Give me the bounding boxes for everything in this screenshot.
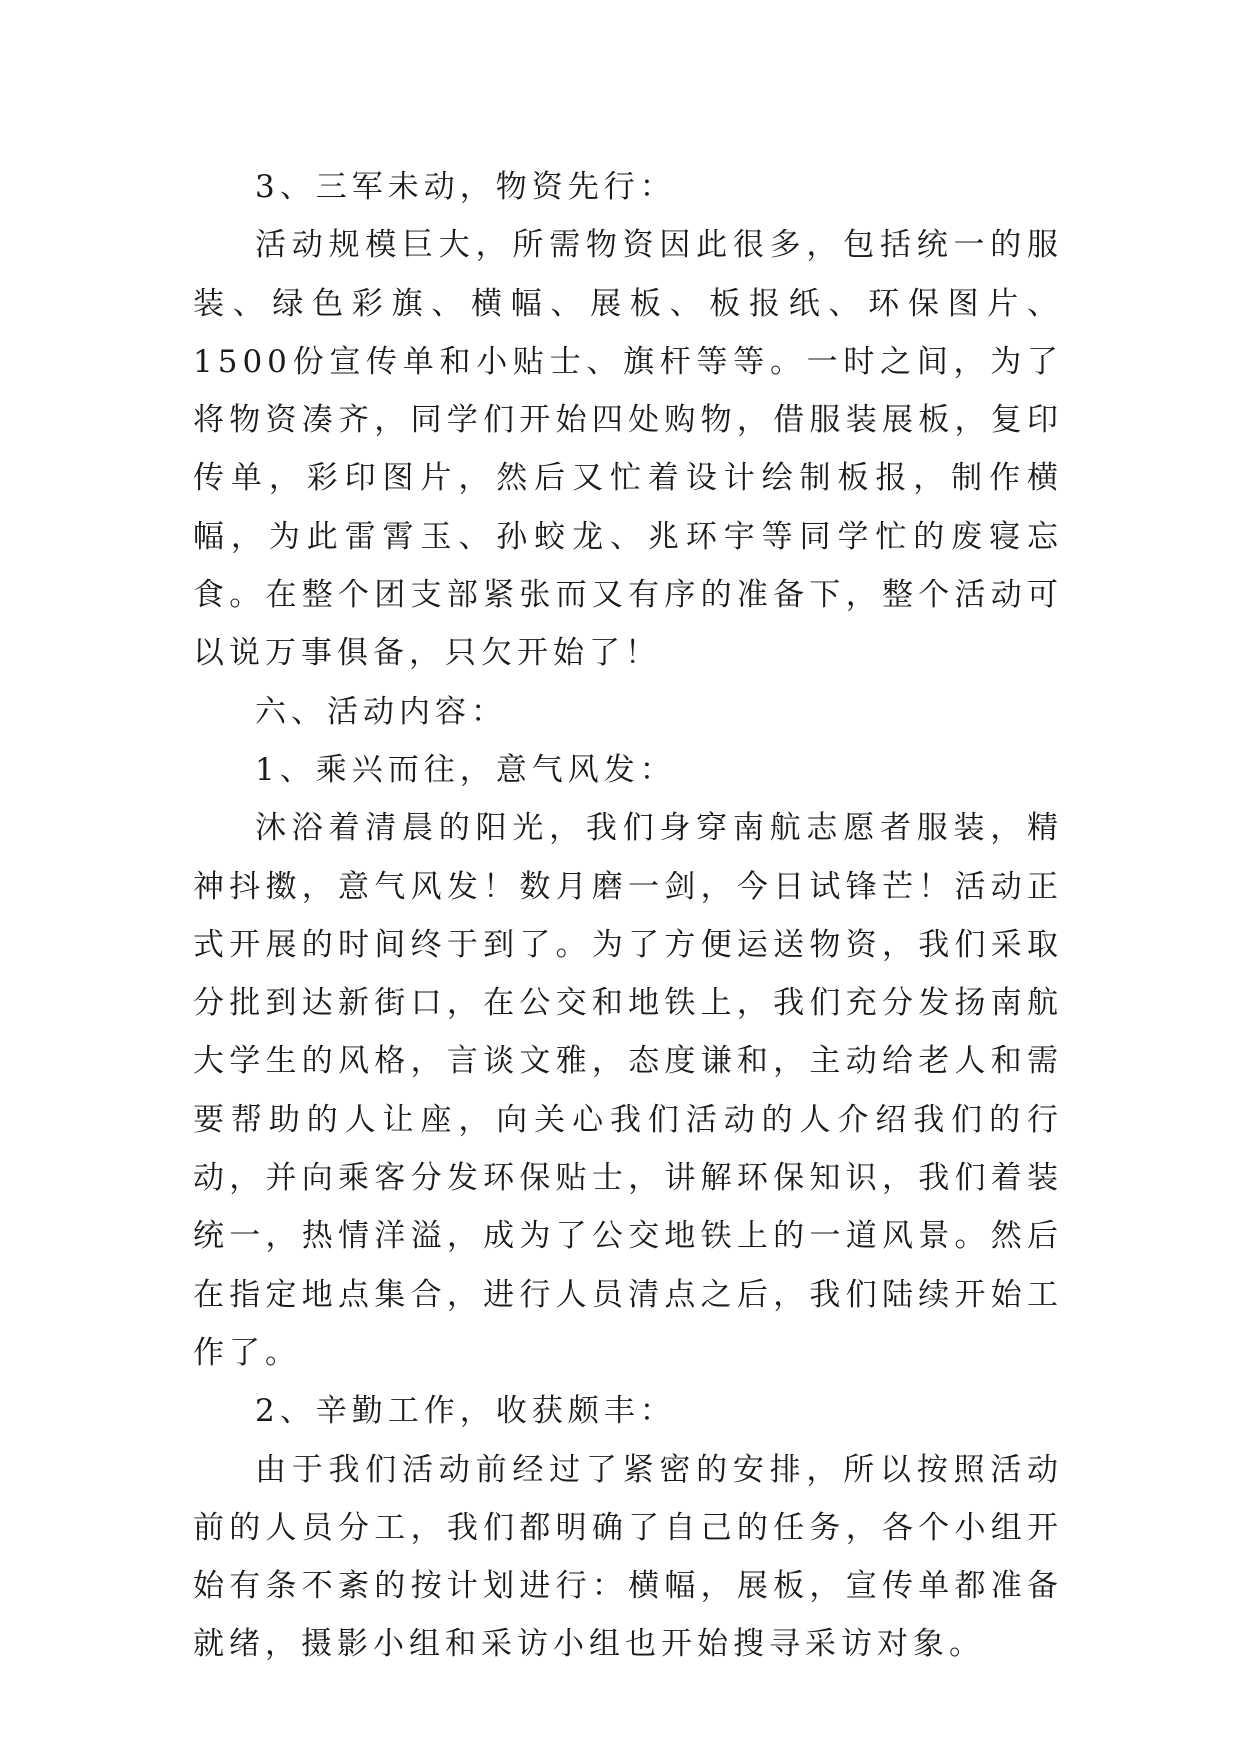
section-heading-activity-content: 六、活动内容： [255,693,507,730]
section-heading-materials: 3、三军未动，物资先行： [255,169,676,205]
document-body [193,158,1063,1674]
subsection-heading-departure: 1、乘兴而往，意气风发： [255,751,676,788]
paragraph-work: 由于我们活动前经过了紧密的安排，所以按照活动前的人员分工，我们都明确了自己的任务，各个小组开始有条不紊的按计划进行：横幅，展板，宣传单都准备就绪，摄影小组和采访小组也开始搜寻采访对象。 [193,1451,1063,1663]
paragraph-materials: 活动规模巨大，所需物资因此很多，包括统一的服装、绿色彩旗、横幅、展板、板报纸、环保图片、1500份宣传单和小贴士、旗杆等等。一时之间，为了将物资凑齐，同学们开始四处购物，借服装展板，复印传单，彩印图片，然后又忙着设计绘制板报，制作横幅，为此雷霄玉、孙蛟龙、兆环宇等同学忙的废寝忘食。在整个团支部紧张而又有序的准备下，整个活动可以说万事俱备，只欠开始了！ [193,227,1063,672]
paragraph-departure: 沐浴着清晨的阳光，我们身穿南航志愿者服装，精神抖擞，意气风发！数月磨一剑，今日试锋芒！活动正式开展的时间终于到了。为了方便运送物资，我们采取分批到达新街口，在公交和地铁上，我们充分发扬南航大学生的风格，言谈文雅，态度谦和，主动给老人和需要帮助的人让座，向关心我们活动的人介绍我们的行动，并向乘客分发环保贴士，讲解环保知识，我们着装统一，热情洋溢，成为了公交地铁上的一道风景。然后在指定地点集合，进行人员清点之后，我们陆续开始工作了。 [193,810,1063,1371]
subsection-heading-work: 2、辛勤工作，收获颇丰： [255,1393,676,1430]
